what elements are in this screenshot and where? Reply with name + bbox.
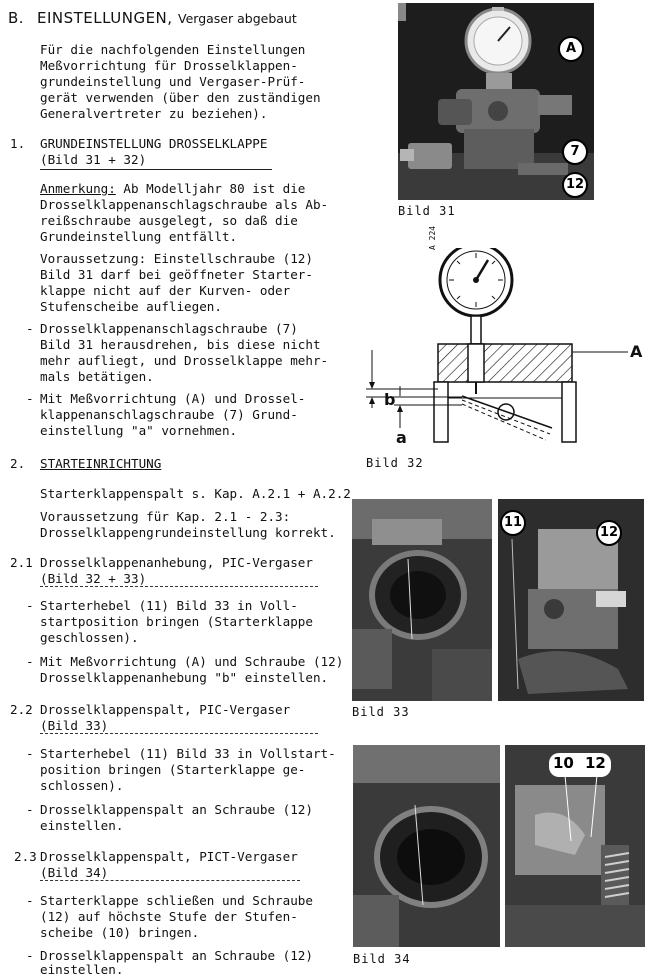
label-11: 11 — [500, 510, 526, 536]
list-item-line: Mit Meßvorrichtung (A) und Drossel- — [40, 391, 306, 406]
note-label: Anmerkung: — [40, 181, 116, 196]
list-item-line: geschlossen). — [40, 630, 139, 645]
precondition-line: Voraussetzung für Kap. 2.1 - 2.3: — [40, 509, 291, 524]
figure-34-photo-left — [353, 745, 500, 947]
subsection-figure-ref: (Bild 34) — [40, 865, 109, 880]
figure-31-caption: Bild 31 — [398, 204, 456, 218]
label-12: 12 — [562, 172, 588, 198]
list-item-line: einstellen. — [40, 818, 124, 833]
list-item-line: mehr aufliegt, und Drosselklappe mehr- — [40, 353, 329, 368]
list-item-line: (12) auf höchste Stufe der Stufen- — [40, 909, 298, 924]
heading-underline — [40, 880, 300, 881]
subsection-number: 2.1 — [10, 555, 33, 570]
list-item-line: Bild 31 herausdrehen, bis diese nicht — [40, 337, 321, 352]
section-number: 1. — [10, 136, 26, 151]
list-item-line: Drosselklappenspalt an Schraube (12) — [40, 802, 313, 817]
precondition-line: Drosselklappengrundeinstellung korrekt. — [40, 525, 336, 540]
carburetor-with-dial-gauge-image — [398, 3, 594, 200]
list-item-line: einstellen. — [40, 962, 124, 977]
cross-reference: Starterklappenspalt s. Kap. A.2.1 + A.2.2 — [40, 486, 351, 501]
list-item-line: scheibe (10) bringen. — [40, 925, 200, 940]
label-a-lower: a — [396, 428, 407, 447]
precondition-line: Bild 31 darf bei geöffneter Starter- — [40, 267, 313, 282]
note-line: Grundeinstellung entfällt. — [40, 229, 238, 244]
intro-line: grundeinstellung und Vergaser-Prüf- — [40, 74, 306, 89]
subsection-heading: Drosselklappenspalt, PIC-Vergaser — [40, 702, 291, 717]
heading-underline — [40, 586, 318, 587]
figure-32-diagram — [350, 225, 650, 472]
section-letter: B. — [8, 9, 25, 27]
precondition-line: Stufenscheibe aufliegen. — [40, 299, 222, 314]
figure-31-photo — [398, 3, 594, 200]
bullet-dash: - — [26, 321, 34, 336]
heading-underline — [40, 169, 272, 170]
figure-34-photo-right — [505, 745, 645, 947]
list-item-line: Drosselklappenanschlagschraube (7) — [40, 321, 298, 336]
list-item-line: Drosselklappenanhebung "b" einstellen. — [40, 670, 329, 685]
subsection-number: 2.3 — [14, 849, 37, 864]
list-item-line: position bringen (Starterklappe ge- — [40, 762, 306, 777]
bullet-dash: - — [26, 948, 34, 963]
intro-line: gerät verwenden (über den zuständigen — [40, 90, 321, 105]
bullet-dash: - — [26, 598, 34, 613]
intro-line: Meßvorrichtung für Drosselklappen- — [40, 58, 298, 73]
bullet-dash: - — [26, 391, 34, 406]
label-a: A — [630, 342, 643, 361]
section-heading: STARTEINRICHTUNG — [40, 456, 162, 471]
list-item-line: Drosselklappenspalt an Schraube (12) — [40, 948, 313, 963]
list-item-line: Mit Meßvorrichtung (A) und Schraube (12) — [40, 654, 344, 669]
section-heading: GRUNDEINSTELLUNG DROSSELKLAPPE — [40, 136, 268, 151]
intro-line: Generalvertreter zu beziehen). — [40, 106, 268, 121]
subsection-figure-ref: (Bild 32 + 33) — [40, 571, 147, 586]
label-12: 12 — [585, 754, 606, 772]
carburetor-closeup-image — [353, 745, 500, 947]
list-item-line: Starterklappe schließen und Schraube — [40, 893, 313, 908]
label-a: A — [558, 36, 584, 62]
note-line: reißschraube ausgelegt, so daß die — [40, 213, 298, 228]
note-line: Drosselklappenanschlagschraube als Ab- — [40, 197, 329, 212]
label-b: b — [384, 390, 396, 409]
list-item-line: mals betätigen. — [40, 369, 154, 384]
bullet-dash: - — [26, 893, 34, 908]
label-12: 12 — [596, 520, 622, 546]
figure-33-photo-right — [498, 499, 644, 701]
dial-gauge-setup-drawing — [350, 248, 650, 472]
section-number: 2. — [10, 456, 26, 471]
note-text: Ab Modelljahr 80 ist die — [115, 181, 306, 196]
list-item-line: Starterhebel (11) Bild 33 in Vollstart- — [40, 746, 336, 761]
precondition-line: Voraussetzung: Einstellschraube (12) — [40, 251, 313, 266]
figure-34-caption: Bild 34 — [353, 952, 411, 966]
bullet-dash: - — [26, 654, 34, 669]
figure-33-photo-left — [352, 499, 492, 701]
precondition-line: klappe nicht auf der Kurven- oder — [40, 283, 291, 298]
intro-line: Für die nachfolgenden Einstellungen — [40, 42, 306, 57]
list-item-line: Starterhebel (11) Bild 33 in Voll- — [40, 598, 298, 613]
list-item-line: schlossen). — [40, 778, 124, 793]
tool-mark: A 224 — [428, 225, 437, 250]
label-10: 10 — [553, 754, 574, 772]
carburetor-closeup-image — [352, 499, 492, 701]
page-subtitle: Vergaser abgebaut — [178, 11, 297, 26]
heading-underline — [40, 733, 318, 734]
list-item-line: klappenanschlagschraube (7) Grund- — [40, 407, 298, 422]
subsection-heading: Drosselklappenspalt, PICT-Vergaser — [40, 849, 298, 864]
bullet-dash: - — [26, 746, 34, 761]
note-line — [40, 181, 305, 197]
figure-33-caption: Bild 33 — [352, 705, 410, 719]
subsection-heading: Drosselklappenanhebung, PIC-Vergaser — [40, 555, 313, 570]
figure-32-caption: Bild 32 — [366, 456, 424, 470]
subsection-figure-ref: (Bild 33) — [40, 718, 109, 733]
label-7: 7 — [562, 139, 588, 165]
page-title: EINSTELLUNGEN, — [37, 9, 173, 27]
list-item-line: startposition bringen (Starterklappe — [40, 614, 313, 629]
subsection-number: 2.2 — [10, 702, 33, 717]
list-item-line: einstellung "a" vornehmen. — [40, 423, 238, 438]
section-figure-ref: (Bild 31 + 32) — [40, 152, 147, 167]
bullet-dash: - — [26, 802, 34, 817]
